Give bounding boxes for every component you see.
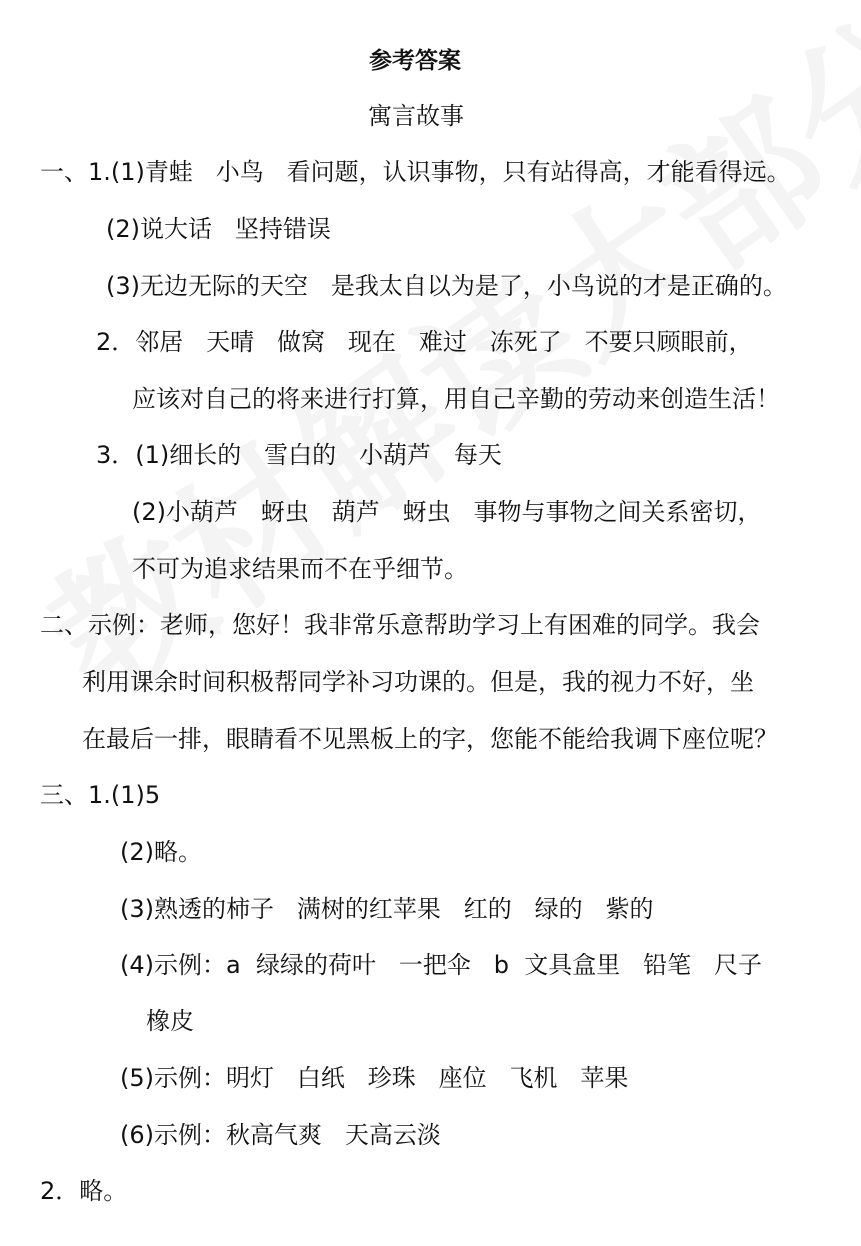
answer-line: (4)示例：a 绿绿的荷叶 一把伞 b 文具盒里 铅笔 尺子 xyxy=(120,951,762,979)
answer-line: 不可为追求结果而不在乎细节。 xyxy=(132,555,468,583)
answer-line: (2)说大话 坚持错误 xyxy=(106,215,331,243)
answer-line: 利用课余时间积极帮同学补习功课的。但是，我的视力不好，坐 xyxy=(82,668,754,696)
answer-line: 应该对自己的将来进行打算，用自己辛勤的劳动来创造生活！ xyxy=(132,385,780,413)
answer-line: 橡皮 xyxy=(146,1007,194,1035)
answer-line: 在最后一排，眼睛看不见黑板上的字，您能不能给我调下座位呢？ xyxy=(82,725,778,753)
answer-line: 2．略。 xyxy=(40,1177,128,1205)
answer-line: (3)熟透的柿子 满树的红苹果 红的 绿的 紫的 xyxy=(120,895,654,923)
answer-line: (3)无边无际的天空 是我太自以为是了，小鸟说的才是正确的。 xyxy=(106,272,787,300)
document-title: 参考答案 xyxy=(369,48,461,74)
answer-line: 3．(1)细长的 雪白的 小葫芦 每天 xyxy=(96,441,502,469)
answer-line: (2)小葫芦 蚜虫 葫芦 蚜虫 事物与事物之间关系密切， xyxy=(132,498,762,526)
answer-line: (6)示例：秋高气爽 天高云淡 xyxy=(120,1121,441,1149)
answer-line: 三、1.(1)5 xyxy=(40,781,161,809)
answer-line: (5)示例：明灯 白纸 珍珠 座位 飞机 苹果 xyxy=(120,1064,629,1092)
answer-line: 二、示例：老师，您好！我非常乐意帮助学习上有困难的同学。我会 xyxy=(40,611,760,639)
answer-line: 一、1.(1)青蛙 小鸟 看问题，认识事物，只有站得高，才能看得远。 xyxy=(40,158,791,186)
answer-line: 2．邻居 天晴 做窝 现在 难过 冻死了 不要只顾眼前， xyxy=(96,328,753,356)
document-subtitle: 寓言故事 xyxy=(368,102,464,130)
answer-line: (2)略。 xyxy=(120,838,202,866)
